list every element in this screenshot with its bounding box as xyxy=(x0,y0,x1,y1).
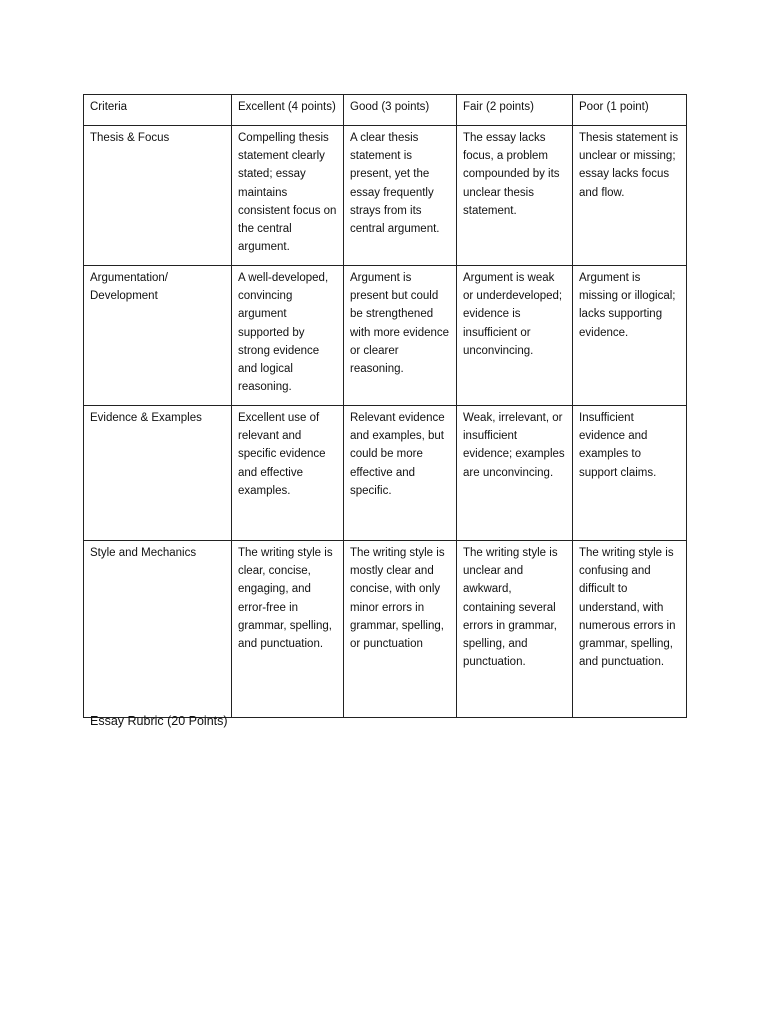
excellent-cell: The writing style is clear, concise, engaging, and error-free in grammar, spelling, and punctuation. xyxy=(232,541,344,718)
good-cell: Relevant evidence and examples, but could be more effective and specific. xyxy=(344,406,457,541)
header-excellent: Excellent (4 points) xyxy=(232,95,344,126)
criteria-cell: Evidence & Examples xyxy=(84,406,232,541)
criteria-cell: Argumentation/ Development xyxy=(84,266,232,406)
header-criteria: Criteria xyxy=(84,95,232,126)
good-cell: A clear thesis statement is present, yet the essay frequently strays from its central argument. xyxy=(344,126,457,266)
header-good: Good (3 points) xyxy=(344,95,457,126)
poor-cell: Insufficient evidence and examples to support claims. xyxy=(573,406,687,541)
good-cell: Argument is present but could be strengthened with more evidence or clearer reasoning. xyxy=(344,266,457,406)
fair-cell: Argument is weak or underdeveloped; evidence is insufficient or unconvincing. xyxy=(457,266,573,406)
table-caption: Essay Rubric (20 Points) xyxy=(90,714,228,728)
excellent-cell: Compelling thesis statement clearly stated; essay maintains consistent focus on the central argument. xyxy=(232,126,344,266)
criteria-cell: Thesis & Focus xyxy=(84,126,232,266)
header-fair: Fair (2 points) xyxy=(457,95,573,126)
fair-cell: The writing style is unclear and awkward, containing several errors in grammar, spelling, and punctuation. xyxy=(457,541,573,718)
poor-cell: Thesis statement is unclear or missing; essay lacks focus and flow. xyxy=(573,126,687,266)
table-header-row xyxy=(84,95,687,126)
fair-cell: Weak, irrelevant, or insufficient evidence; examples are unconvincing. xyxy=(457,406,573,541)
table-row xyxy=(84,541,687,718)
table-row xyxy=(84,406,687,541)
poor-cell: The writing style is confusing and difficult to understand, with numerous errors in grammar, spelling, and punctuation. xyxy=(573,541,687,718)
excellent-cell: Excellent use of relevant and specific evidence and effective examples. xyxy=(232,406,344,541)
fair-cell: The essay lacks focus, a problem compounded by its unclear thesis statement. xyxy=(457,126,573,266)
rubric-table xyxy=(83,94,687,718)
header-poor: Poor (1 point) xyxy=(573,95,687,126)
good-cell: The writing style is mostly clear and concise, with only minor errors in grammar, spelling, or punctuation xyxy=(344,541,457,718)
criteria-cell: Style and Mechanics xyxy=(84,541,232,718)
table-row xyxy=(84,266,687,406)
poor-cell: Argument is missing or illogical; lacks supporting evidence. xyxy=(573,266,687,406)
table-row xyxy=(84,126,687,266)
excellent-cell: A well-developed, convincing argument supported by strong evidence and logical reasoning. xyxy=(232,266,344,406)
